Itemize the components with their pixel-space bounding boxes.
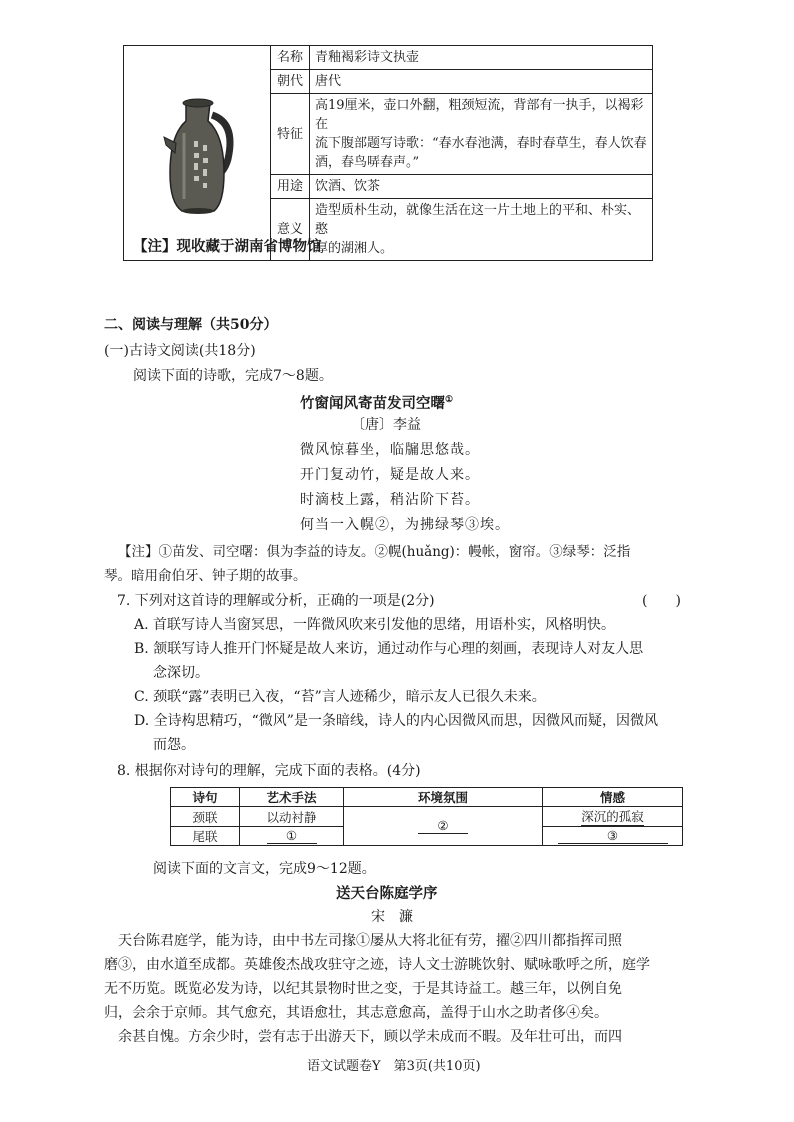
artifact-label-name: 名称 xyxy=(271,46,310,70)
museum-note: 【注】现收藏于湖南省博物馆 xyxy=(133,238,322,255)
prose-line: 天台陈君庭学，能为诗，由中书左司掾①屡从大将北征有劳，擢②四川都指挥司照 xyxy=(118,933,622,949)
poem-line: 开门复动竹，疑是故人来。 xyxy=(300,467,480,483)
blank-marker: ① xyxy=(267,828,317,844)
feature-line: 酒，春鸟哢春声。” xyxy=(315,155,420,170)
ceramic-ewer-photo-icon xyxy=(124,63,270,243)
prose-author: 宋 濂 xyxy=(371,909,413,925)
poem-note-line: 【注】①苗发、司空曙：俱为李益的诗友。②幌(huǎng)：幔帐，窗帘。③绿琴：泛指 xyxy=(118,544,631,560)
artifact-value-feature xyxy=(310,94,653,175)
artifact-label-meaning: 意义 xyxy=(271,199,310,261)
prose-line: 余甚自愧。方余少时，尝有志于出游天下，顾以学未成而不暇。及年壮可出，而四 xyxy=(118,1029,622,1045)
blank-marker: ③ xyxy=(558,828,668,844)
q8-cell-text: 深沉的孤寂 xyxy=(581,809,644,824)
prose-line: 磨③，由水道至成都。英雄俊杰战攻驻守之迹，诗人文士游眺饮射、赋咏歌呼之所，庭学 xyxy=(104,957,650,973)
q8-cell xyxy=(543,807,683,827)
q8-stem: 8. 根据你对诗句的理解，完成下面的表格。(4分) xyxy=(117,763,421,779)
q7-option-c: C. 颈联“露”表明已入夜，“苔”言人迹稀少，暗示友人已很久未来。 xyxy=(134,689,546,705)
prose-line: 无不历览。既览必发为诗，以纪其景物时世之变，于是其诗益工。越三年，以例自免 xyxy=(104,981,622,997)
artifact-photo-cell xyxy=(124,46,271,261)
artifact-value-usage: 饮酒、饮茶 xyxy=(310,175,653,199)
q8-blank-2[interactable] xyxy=(344,807,543,846)
q7-option-a: A. 首联写诗人当窗冥思，一阵微风吹来引发他的思绪，用语朴实，风格明快。 xyxy=(134,617,616,633)
prose-line: 归，会余于京师。其气愈充，其语愈壮，其志意愈高，盖得于山水之助者侈④矣。 xyxy=(104,1005,608,1021)
q8-answer-table xyxy=(170,787,683,846)
poem-line: 何当一入幌②，为拂绿琴③埃。 xyxy=(300,517,510,533)
feature-line: 流下腹部题写诗歌：“春水春池满，春时春草生，春人饮春 xyxy=(315,136,647,151)
poem-title-text: 竹窗闻风寄苗发司空曙 xyxy=(300,394,445,412)
prose-title: 送天台陈庭学序 xyxy=(336,885,438,902)
q7-option-b-cont: 念深切。 xyxy=(153,665,209,681)
q8-cell: 尾联 xyxy=(171,827,240,846)
artifact-value-meaning xyxy=(310,199,653,261)
artifact-value-dynasty: 唐代 xyxy=(310,70,653,94)
q8-blank-1[interactable] xyxy=(240,827,344,846)
q8-cell: 以动衬静 xyxy=(240,807,344,827)
poem-author: 〔唐〕李益 xyxy=(351,417,421,433)
artifact-label-feature: 特征 xyxy=(271,94,310,175)
q7-option-d: D. 全诗构思精巧，“微风”是一条暗线，诗人的内心因微风而思，因微风而疑，因微风 xyxy=(134,713,658,729)
poem-note-line: 琴。暗用俞伯牙、钟子期的故事。 xyxy=(104,568,307,584)
meaning-line: 厚的湖湘人。 xyxy=(315,241,394,256)
prose-instruction: 阅读下面的文言文，完成9～12题。 xyxy=(153,861,376,877)
sub-section-heading: (一)古诗文阅读(共18分) xyxy=(104,343,256,359)
q7-stem: 7. 下列对这首诗的理解或分析，正确的一项是(2分) xyxy=(117,593,435,609)
artifact-label-usage: 用途 xyxy=(271,175,310,199)
artifact-info-table xyxy=(123,45,653,261)
poem-line: 时滴枝上露，稍沾阶下苔。 xyxy=(300,492,480,508)
q8-header: 情感 xyxy=(543,788,683,807)
feature-line: 高19厘米，壶口外翻，粗颈短流，背部有一执手，以褐彩在 xyxy=(315,98,644,132)
q7-option-b: B. 颔联写诗人推开门怀疑是故人来访，通过动作与心理的刻画，表现诗人对友人思 xyxy=(134,641,644,657)
q8-cell: 颈联 xyxy=(171,807,240,827)
q7-answer-bracket: ( ) xyxy=(642,593,681,609)
q7-option-d-cont: 而怨。 xyxy=(153,737,195,753)
q8-header: 诗句 xyxy=(171,788,240,807)
section-heading: 二、阅读与理解（共50分） xyxy=(104,317,278,333)
q8-blank-3[interactable] xyxy=(543,827,683,846)
artifact-label-dynasty: 朝代 xyxy=(271,70,310,94)
page-footer: 语文试题卷Y 第3页(共10页) xyxy=(307,1059,481,1074)
poem-instruction: 阅读下面的诗歌，完成7～8题。 xyxy=(133,368,333,384)
meaning-line: 造型质朴生动，就像生活在这一片土地上的平和、朴实、憨 xyxy=(315,203,641,237)
artifact-value-name: 青釉褐彩诗文执壶 xyxy=(310,46,653,70)
poem-line: 微风惊暮坐，临牖思悠哉。 xyxy=(300,442,480,458)
blank-marker: ② xyxy=(418,818,468,834)
poem-title xyxy=(300,391,453,413)
poem-title-footnote: ① xyxy=(445,395,454,405)
q8-header: 艺术手法 xyxy=(240,788,344,807)
q8-header: 环境氛围 xyxy=(344,788,543,807)
